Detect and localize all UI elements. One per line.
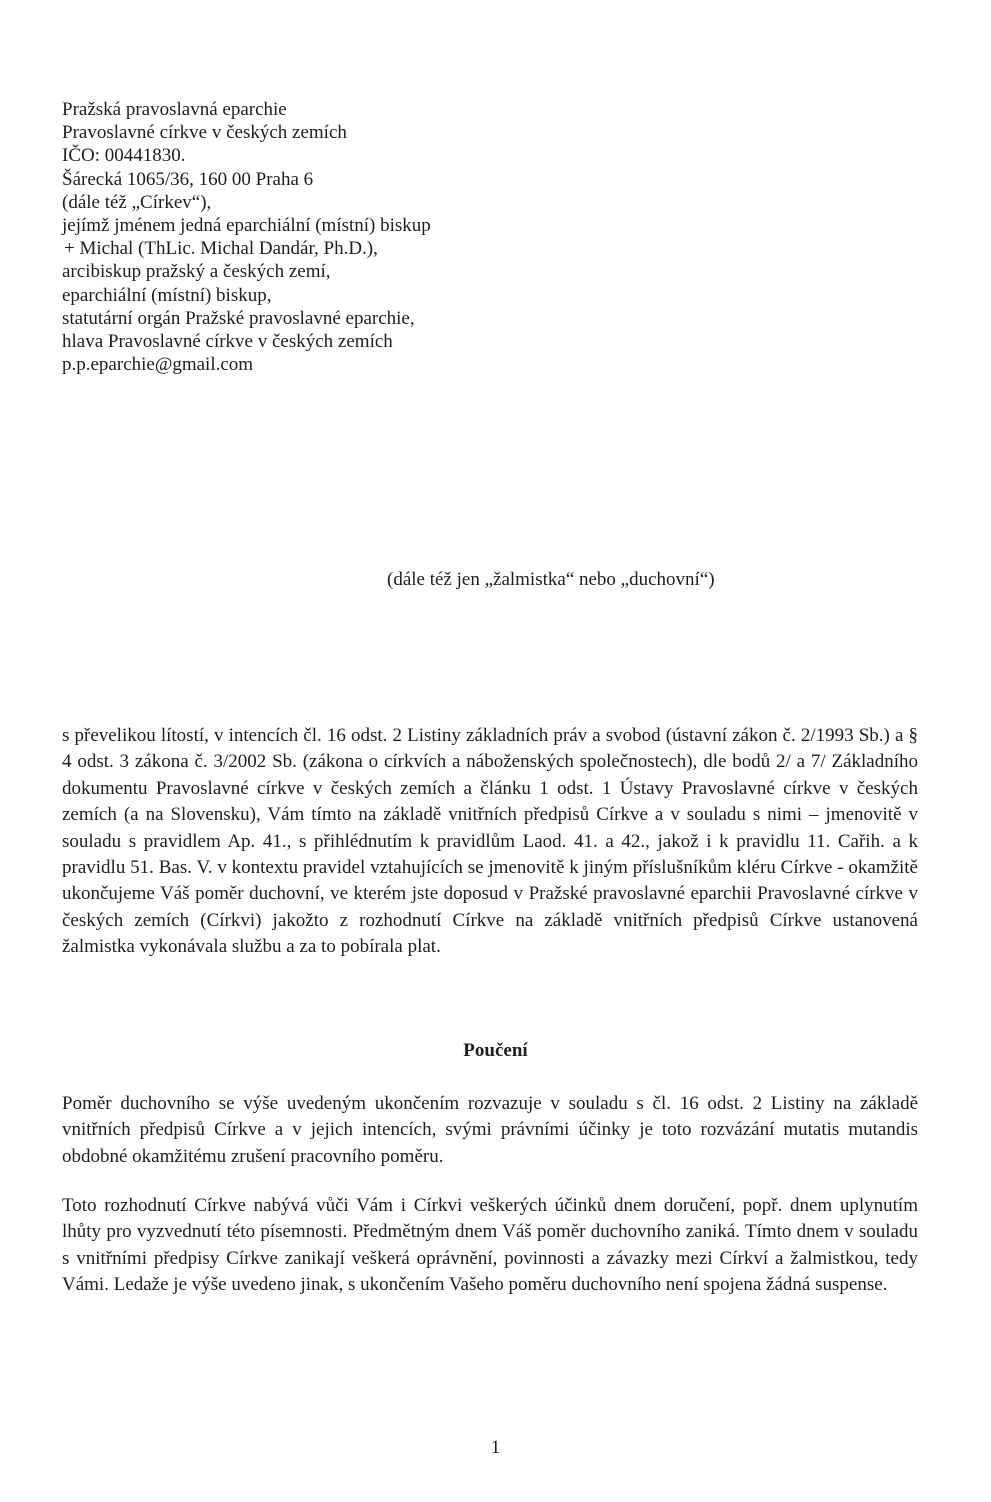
- page-number: 1: [490, 1437, 501, 1458]
- section-heading-pouceni: Poučení: [463, 1040, 528, 1061]
- sender-line-head: hlava Pravoslavné církve v českých zemích: [62, 331, 393, 353]
- sender-line-acting: jejímž jménem jedná eparchiální (místní) biskup: [62, 215, 431, 237]
- sender-line-street: Šárecká 1065/36, 160 00 Praha 6: [62, 168, 314, 190]
- sender-line-ico: IČO: 00441830.: [62, 145, 186, 167]
- sender-line-eparchial-bishop: eparchiální (místní) biskup,: [62, 284, 272, 306]
- pouceni-paragraph-1: Poměr duchovního se výše uvedeným ukončením rozvazuje v souladu s čl. 16 odst. 2 Listiny na základě vnitřních předpisů Církve a v jejich intencích, svými právními účinky je toto rozvázání mutatis mutandis obdobné okamžitému zrušení pracovního poměru.: [62, 1093, 918, 1167]
- sender-line-church: Pravoslavné církve v českých zemích: [62, 122, 347, 144]
- sender-line-bishop-name: + Michal (ThLic. Michal Dandár, Ph.D.),: [64, 238, 378, 260]
- recipient-alias: (dále též jen „žalmistka“ nebo „duchovní“): [387, 569, 715, 590]
- sender-line-archbishop: arcibiskup pražský a českých zemí,: [62, 261, 331, 283]
- sender-line-alias: (dále též „Církev“),: [62, 191, 212, 213]
- main-paragraph: s převelikou lítostí, v intencích čl. 16 odst. 2 Listiny základních práv a svobod (ústavní zákon č. 2/1993 Sb.) a § 4 odst. 3 zákona č. 3/2002 Sb. (zákona o církvích a náboženských společnostech), dle bodů 2/ a 7/ Základního dokumentu Pravoslavné církve v českých zemích a článku 1 odst. 1 Ústavy Pravoslavné církve v českých zemích (a na Slovensku), Vám tímto na základě vnitřních předpisů Církve a v souladu s nimi – jmenovitě v souladu s pravidlem Ap. 41., s přihlédnutím k pravidlům Laod. 41. a 42., jakož i k pravidlu 11. Cařih. a k pravidlu 51. Bas. V. v kontextu pravidel vztahujících se jmenovitě k jiným příslušníkům kléru Církve - okamžitě ukončujeme Váš poměr duchovní, ve kterém jste doposud v Pražské pravoslavné eparchii Pravoslavné církve v českých zemích (Církvi) jakožto z rozhodnutí Církve na základě vnitřních předpisů Církve ustanovená žalmistka vykonávala službu a za to pobírala plat.: [62, 725, 918, 958]
- sender-line-organization: Pražská pravoslavná eparchie: [62, 99, 287, 120]
- sender-line-email: p.p.eparchie@gmail.com: [62, 354, 254, 376]
- sender-address-block: [62, 98, 582, 376]
- pouceni-paragraph-2: Toto rozhodnutí Církve nabývá vůči Vám i Církvi veškerých účinků dnem doručení, popř. dnem uplynutím lhůty pro vyzvednutí této písemnosti. Předmětným dnem Váš poměr duchovního zaniká. Tímto dnem v souladu s vnitřními předpisy Církve zanikají veškerá oprávnění, povinnosti a závazky mezi Církví a žalmistkou, tedy Vámi. Ledaže je výše uvedeno jinak, s ukončením Vašeho poměru duchovního není spojena žádná suspense.: [62, 1195, 918, 1296]
- sender-line-statutory-body: statutární orgán Pražské pravoslavné eparchie,: [62, 307, 415, 329]
